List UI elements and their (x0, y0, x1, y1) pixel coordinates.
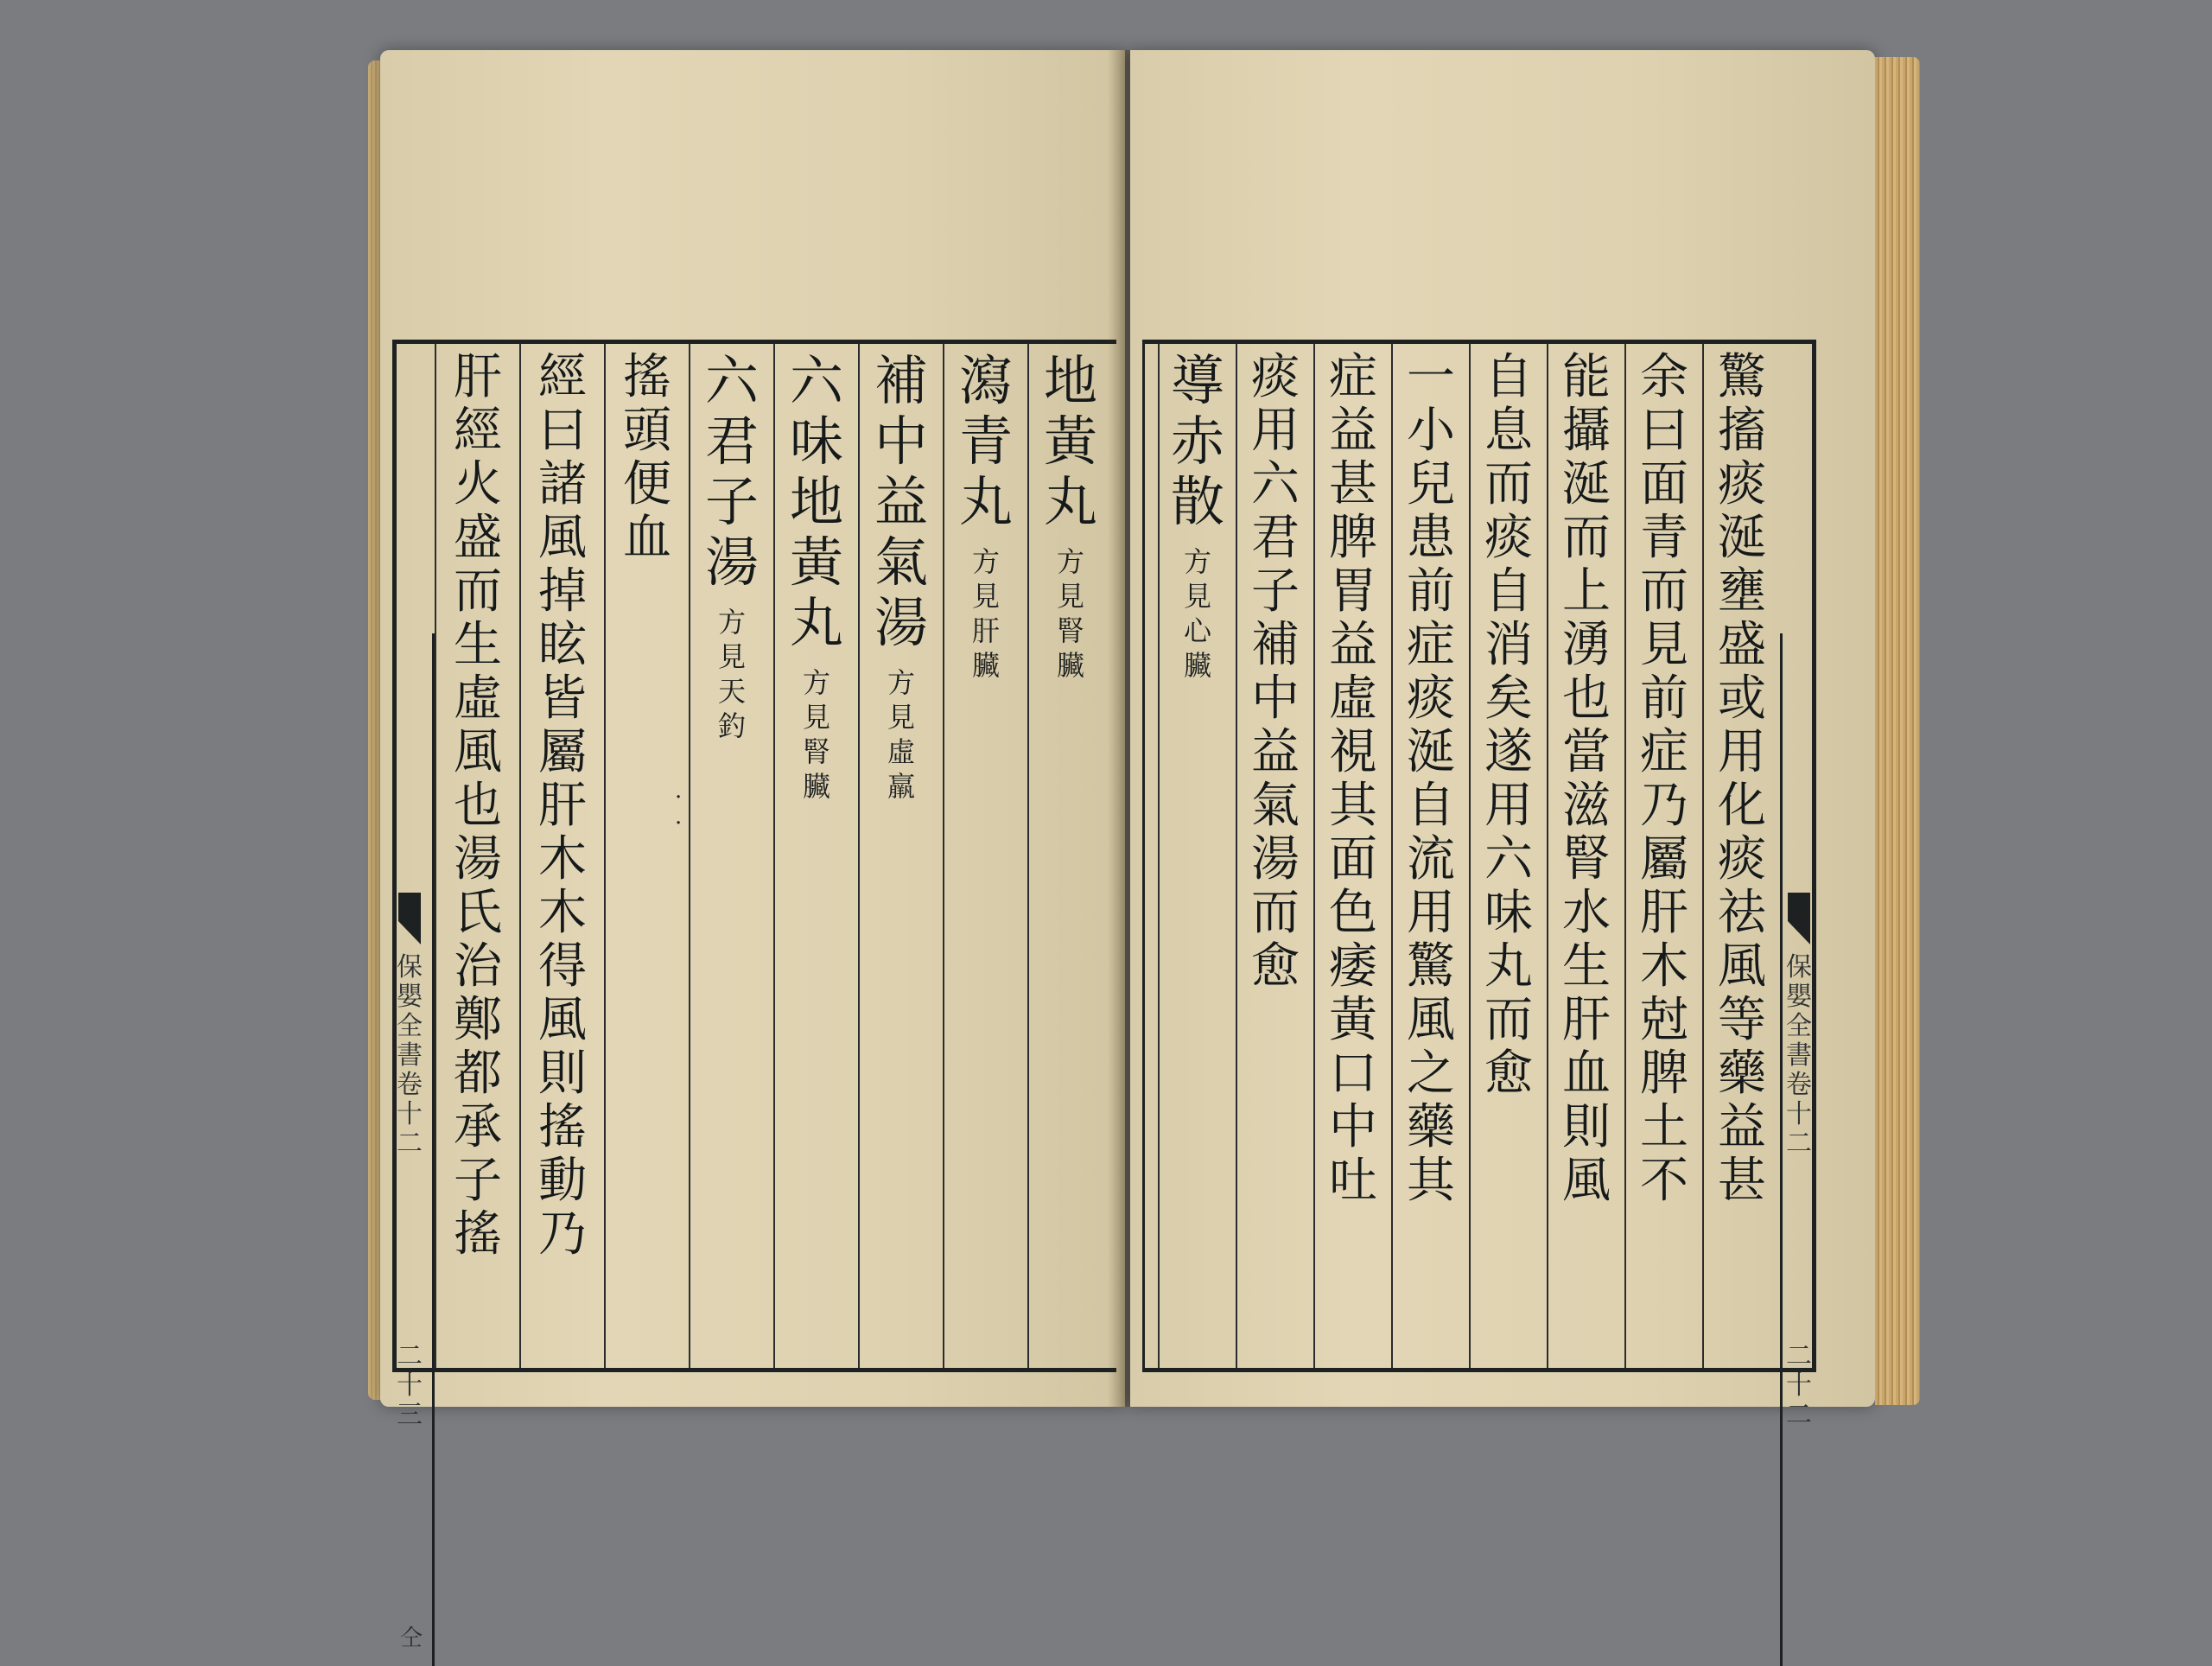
column-main-text: 症 益 甚 脾 胃 益 虛 視 其 面 色 痿 黃 口 中 吐 (1329, 349, 1377, 1209)
page-stack-edge (1875, 57, 1920, 1405)
column-text (436, 351, 519, 1262)
banxin-title (1786, 953, 1812, 1159)
column-text (775, 351, 858, 804)
text-column (1236, 344, 1313, 1368)
column-note-text: 方 見 肝 臟 (971, 545, 1000, 682)
column-main-text: 經 曰 諸 風 掉 眩 皆 屬 肝 木 木 得 風 則 搖 動 乃 (538, 349, 587, 1262)
column-text (1704, 351, 1780, 1208)
column-main-text: 搖 頭 便 血 (623, 349, 671, 566)
column-main-text: 六 味 地 黃 丸 (789, 349, 843, 654)
banxin-title-text: 保 嬰 全 書 卷 十 二 (1786, 952, 1812, 1159)
column-note-text: 方 見 腎 臟 (802, 666, 830, 803)
column-main-text: 一 小 兒 患 前 症 痰 涎 自 流 用 驚 風 之 藥 其 (1407, 349, 1455, 1209)
column-main-text: 地 黃 丸 (1043, 349, 1097, 533)
text-column (1027, 344, 1112, 1368)
text-column (858, 344, 943, 1368)
column-main-text: 自 息 而 痰 自 消 矣 遂 用 六 味 丸 而 愈 (1484, 349, 1533, 1102)
text-column (1702, 344, 1780, 1368)
banxin-title-text: 保 嬰 全 書 卷 十 二 (397, 952, 423, 1159)
right-page (1130, 50, 1875, 1430)
column-main-text: 補 中 益 氣 湯 (874, 349, 928, 654)
column-text (521, 351, 604, 1262)
banxin-footer-mark: 仝 (400, 1625, 423, 1651)
punctuation-dots: · · (675, 785, 683, 836)
text-column (1624, 344, 1702, 1368)
text-column (1547, 344, 1624, 1368)
text-column (604, 344, 689, 1368)
text-column (1469, 344, 1547, 1368)
column-note-text: 方 見 虛 羸 (887, 666, 915, 803)
banxin-page-number (397, 1342, 423, 1430)
column-main-text: 驚 搐 痰 涎 壅 盛 或 用 化 痰 祛 風 等 藥 益 甚 (1718, 349, 1766, 1209)
banxin-page-number (1786, 1342, 1812, 1430)
column-main-text: 導 赤 散 (1170, 349, 1224, 533)
right-banxin (1780, 633, 1821, 1666)
text-column (435, 344, 519, 1368)
text-column (689, 344, 773, 1368)
text-column (1313, 344, 1391, 1368)
column-main-text: 六 君 子 湯 (704, 349, 759, 594)
column-text (1160, 351, 1236, 683)
banxin-page-number-text: 二 十 三 (397, 1341, 423, 1430)
column-main-text: 能 攝 涎 而 上 湧 也 當 滋 腎 水 生 肝 血 則 風 (1562, 349, 1611, 1209)
column-text (1237, 351, 1313, 994)
column-text (1029, 351, 1112, 683)
column-text (1315, 351, 1391, 1208)
left-page-frame (392, 340, 1116, 1651)
column-main-text: 痰 用 六 君 子 補 中 益 氣 湯 而 愈 (1251, 349, 1300, 995)
column-text (860, 351, 943, 804)
column-note-text: 方 見 心 臟 (1183, 545, 1211, 682)
text-column (519, 344, 604, 1368)
right-page-frame (1142, 340, 1816, 1430)
column-main-text: 余 曰 面 青 而 見 前 症 乃 屬 肝 木 尅 脾 土 不 (1640, 349, 1688, 1209)
text-column (1158, 344, 1236, 1368)
text-column (773, 344, 858, 1368)
column-text (606, 351, 689, 565)
column-text (1626, 351, 1702, 1208)
fish-tail-mark (398, 893, 421, 944)
fish-tail-mark (1788, 893, 1810, 944)
column-text (1548, 351, 1624, 1208)
banxin-title (397, 953, 423, 1159)
left-page (380, 50, 1125, 1651)
column-main-text: 瀉 青 丸 (958, 349, 1013, 533)
text-column (1391, 344, 1469, 1368)
column-main-text: 肝 經 火 盛 而 生 虛 風 也 湯 氏 治 鄭 都 承 子 搖 (454, 349, 502, 1262)
open-book (380, 50, 1936, 1651)
banxin-page-number-text: 二 十 二 (1786, 1341, 1812, 1430)
column-text (1393, 351, 1469, 1208)
column-text (690, 351, 773, 743)
column-text (944, 351, 1027, 683)
column-text (1471, 351, 1547, 1101)
column-note-text: 方 見 天 釣 (717, 606, 746, 742)
column-note-text: 方 見 腎 臟 (1056, 545, 1084, 682)
text-column (943, 344, 1027, 1368)
left-banxin (393, 633, 435, 1666)
